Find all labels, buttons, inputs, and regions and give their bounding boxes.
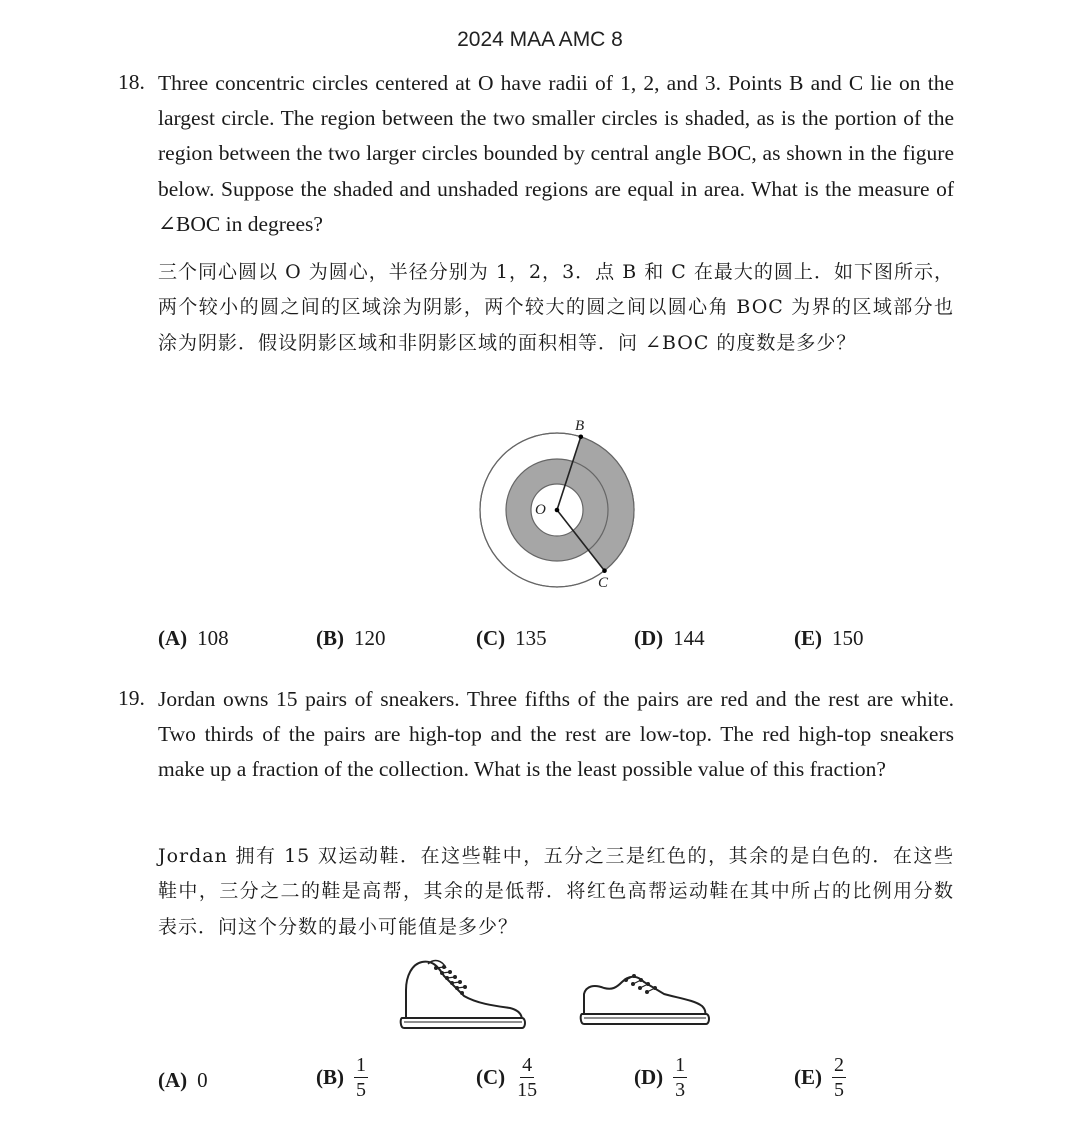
choice-18-a[interactable] [158, 626, 229, 651]
center-point-o [555, 508, 560, 513]
choice-label: (B) [316, 626, 344, 650]
choice-18-e[interactable] [794, 626, 864, 651]
choice-label: (C) [476, 1065, 506, 1089]
fraction-denominator: 3 [675, 1079, 686, 1101]
choice-18-c[interactable] [476, 626, 547, 651]
choice-label: (C) [476, 626, 506, 650]
choice-label: (E) [794, 1065, 822, 1089]
fraction-numerator: 2 [834, 1054, 844, 1076]
choice-label: (A) [158, 626, 188, 650]
fraction [354, 1054, 368, 1101]
label-o: O [535, 502, 546, 518]
fraction-denominator: 15 [517, 1079, 538, 1101]
fraction-denominator: 5 [834, 1079, 844, 1101]
fraction-numerator: 1 [356, 1054, 366, 1076]
problem-18-choices [158, 626, 958, 686]
low-top-sneaker-image [578, 966, 712, 1030]
fraction [673, 1054, 687, 1101]
choice-label: (D) [634, 1065, 664, 1089]
low-top-upper [584, 977, 705, 1016]
choice-label: (D) [634, 626, 664, 650]
choice-label: (A) [158, 1068, 188, 1092]
high-top-sole [401, 1018, 525, 1028]
fraction-numerator: 4 [522, 1054, 533, 1076]
choice-label: (E) [794, 626, 822, 650]
problem-18-english-text: Three concentric circles centered at O have radii of 1, 2, and 3. Points B and C lie on the largest circle. The region between the two smaller circles is shaded, as is the portion of the region between the two larger circles bounded by central angle BOC, as shown in the figure below. Suppose the shaded and unshaded regions are equal in area. What is the measure of ∠BOC in degrees? [158, 71, 954, 236]
problem-19-chinese-text: Jordan 拥有 15 双运动鞋．在这些鞋中，五分之三是红色的，其余的是白色的．在这些鞋中，三分之二的鞋是高帮，其余的是低帮．将红色高帮运动鞋在其中所占的比例用分数表示．问这个分数的最小可能值是多少？ [158, 845, 954, 938]
choice-value: 144 [673, 626, 705, 650]
concentric-circles-figure [470, 410, 650, 600]
choice-value: 150 [832, 626, 864, 650]
choice-19-a[interactable] [158, 1068, 208, 1093]
choice-value: 120 [354, 626, 386, 650]
high-top-upper [406, 962, 522, 1020]
page-header: 2024 MAA AMC 8 [457, 28, 623, 51]
choice-label: (B) [316, 1065, 344, 1089]
low-top-sole [581, 1014, 709, 1024]
choice-value: 108 [197, 626, 229, 650]
choice-19-e[interactable] [794, 1054, 846, 1101]
fraction-numerator: 1 [675, 1054, 686, 1076]
choice-18-d[interactable] [634, 626, 705, 651]
choice-19-b[interactable] [316, 1054, 368, 1101]
fraction [832, 1054, 846, 1101]
choice-18-b[interactable] [316, 626, 386, 651]
problem-19-number: 19. [118, 686, 145, 710]
fraction-denominator: 5 [356, 1079, 366, 1101]
high-top-sneaker-image [398, 956, 528, 1034]
choice-19-c[interactable] [476, 1054, 539, 1101]
label-c: C [598, 575, 609, 591]
choice-value: 0 [197, 1068, 208, 1092]
problem-19-choices [158, 1054, 958, 1114]
problem-18-number: 18. [118, 70, 145, 94]
problem-18-chinese-text: 三个同心圆以 O 为圆心，半径分别为 1，2，3．点 B 和 C 在最大的圆上．如下图所示，两个较小的圆之间的区域涂为阴影，两个较大的圆之间以圆心角 BOC 为界的区域部分也涂为阴影．假设阴影区域和非阴影区域的面积相等．问 ∠BOC 的度数是多少？ [158, 261, 954, 354]
choice-19-d[interactable] [634, 1054, 687, 1101]
problem-19-english-text: Jordan owns 15 pairs of sneakers. Three fifths of the pairs are red and the rest are white. Two thirds of the pairs are high-top and the rest are low-top. The red high-top sneakers make up a fraction of the collection. What is the least possible value of this fraction? [158, 687, 954, 782]
fraction [515, 1054, 539, 1101]
choice-value: 135 [515, 626, 547, 650]
point-b [579, 435, 584, 440]
label-b: B [575, 418, 585, 434]
point-c [602, 568, 607, 573]
